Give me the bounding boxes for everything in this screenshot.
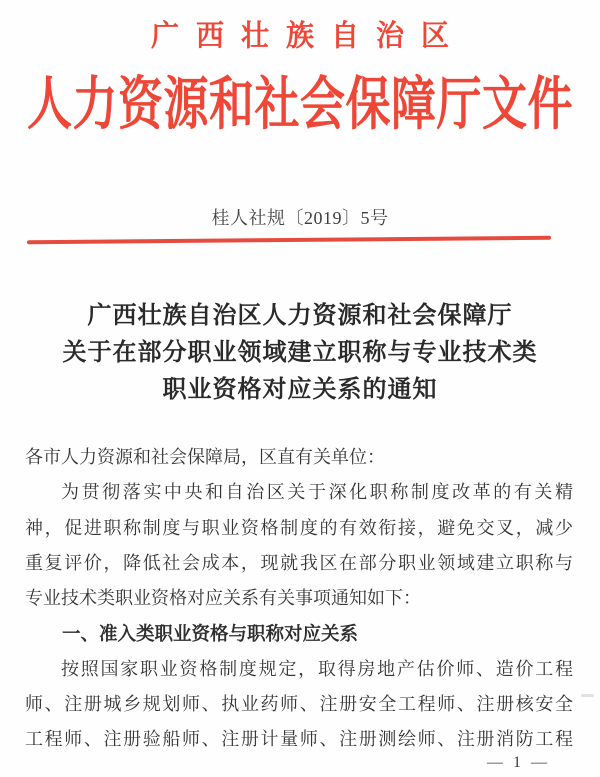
document-title-line-2: 关于在部分职业领域建立职称与专业技术类 — [62, 340, 538, 366]
letterhead-doc-type-text: 人力资源和社会保障厅文件 — [26, 72, 573, 137]
document-number: 桂人社规〔2019〕5号 — [211, 208, 389, 228]
body-line: 专业技术类职业资格对应关系有关事项通知如下： — [25, 588, 421, 609]
salutation-line: 各市人力资源和社会保障局，区直有关单位： — [25, 447, 385, 467]
body-line: 为贯彻落实中央和自治区关于深化职称制度改革的有关精 — [61, 482, 573, 503]
body-line: 重复评价，降低社会成本，现就我区在部分职业领域建立职称与 — [25, 552, 573, 573]
letterhead-doc-type-line — [0, 72, 600, 137]
section-heading: 一、准入类职业资格与职称对应关系 — [62, 623, 359, 645]
scan-artifact-mark — [581, 694, 594, 697]
document-title-line-3: 职业资格对应关系的通知 — [162, 377, 438, 403]
document-title-line-1: 广西壮族自治区人力资源和社会保障厅 — [87, 303, 513, 329]
red-divider-line — [27, 236, 551, 245]
body-line: 师、注册城乡规划师、执业药师、注册安全工程师、注册核安全 — [25, 694, 573, 715]
document-body — [25, 440, 573, 758]
letterhead-region-text: 广西壮族自治区 — [150, 20, 466, 53]
body-line: 神，促进职称制度与职业资格制度的有效衔接，避免交叉，减少 — [25, 517, 573, 538]
body-line: 工程师、注册验船师、注册计量师、注册测绘师、注册消防工程 — [25, 729, 573, 750]
document-title — [0, 298, 600, 409]
body-line: 按照国家职业资格制度规定，取得房地产估价师、造价工程 — [61, 658, 573, 679]
letterhead-region-line — [0, 19, 600, 53]
page-number: — 1 — — [487, 754, 550, 771]
